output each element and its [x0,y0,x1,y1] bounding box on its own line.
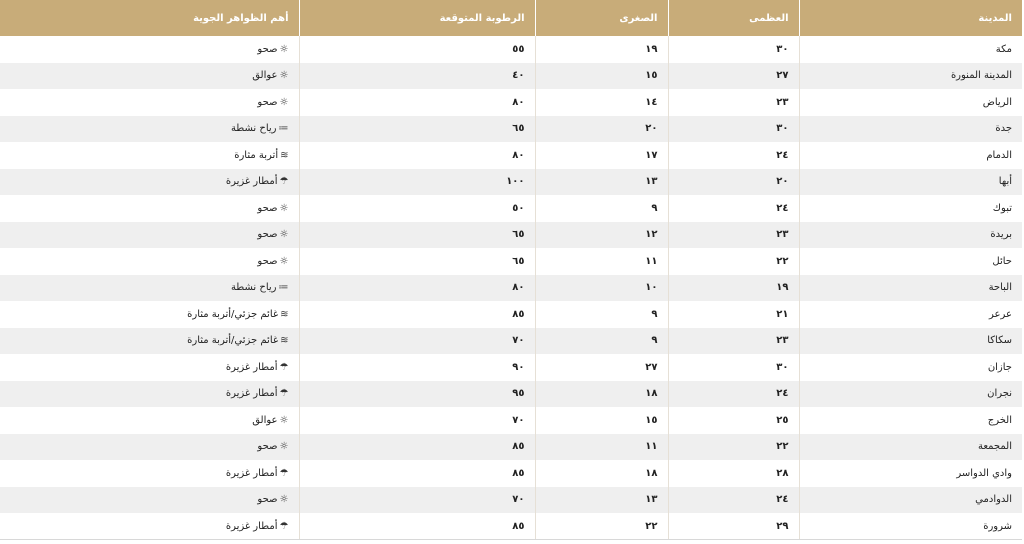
weather-label: صحو [257,96,278,108]
cell-min-temp: ١٣ [535,487,668,514]
cell-min-temp: ٢٠ [535,116,668,143]
table-row [0,381,1022,408]
cell-city: نجران [799,381,1022,408]
cell-max-temp: ٢٧ [668,63,799,90]
cell-max-temp: ٣٠ [668,116,799,143]
cell-humidity: ٨٥ [299,434,535,461]
table-row [0,222,1022,249]
cell-min-temp: ١٨ [535,381,668,408]
cell-max-temp: ٢٢ [668,248,799,275]
cell-humidity: ٧٠ [299,328,535,355]
cell-city: أبها [799,169,1022,196]
cell-humidity: ٦٥ [299,222,535,249]
cell-max-temp: ٢٣ [668,328,799,355]
table-row [0,248,1022,275]
dust-icon: ≋ [280,308,289,320]
cell-max-temp: ٢٤ [668,195,799,222]
header-city: المدينة [799,0,1022,36]
cell-city: جدة [799,116,1022,143]
cell-city: المدينة المنورة [799,63,1022,90]
sun-icon: ☼ [279,43,289,55]
cell-humidity: ٧٠ [299,407,535,434]
weather-label: أمطار غزيرة [225,467,278,479]
cell-min-temp: ١١ [535,434,668,461]
cell-min-temp: ٢٢ [535,513,668,540]
sun-icon: ☼ [279,255,289,267]
cell-weather [0,301,299,328]
cell-max-temp: ٢٥ [668,407,799,434]
cell-weather [0,142,299,169]
cell-city: الدوادمي [799,487,1022,514]
header-max-temp: العظمى [668,0,799,36]
cell-city: الخرج [799,407,1022,434]
cell-humidity: ٧٠ [299,487,535,514]
cell-city: جازان [799,354,1022,381]
cell-max-temp: ٣٠ [668,354,799,381]
rain-cloud-icon: ☂ [279,361,289,373]
cell-min-temp: ١١ [535,248,668,275]
cell-weather [0,434,299,461]
cell-weather [0,487,299,514]
cell-humidity: ٨٠ [299,142,535,169]
cell-city: سكاكا [799,328,1022,355]
cell-humidity: ٩٥ [299,381,535,408]
table-row [0,142,1022,169]
rain-cloud-icon: ☂ [279,176,289,188]
cell-min-temp: ٢٧ [535,354,668,381]
cell-min-temp: ١٠ [535,275,668,302]
cell-city: الدمام [799,142,1022,169]
weather-label: أمطار غزيرة [225,176,278,188]
weather-label: صحو [257,43,278,55]
weather-label: صحو [257,255,278,267]
weather-label: غائم جزئي/أتربة مثارة [187,308,279,320]
table-row [0,36,1022,63]
cell-weather [0,381,299,408]
cell-min-temp: ٩ [535,195,668,222]
dust-icon: ≋ [280,335,289,347]
cell-max-temp: ٢٤ [668,487,799,514]
cell-max-temp: ٢٢ [668,434,799,461]
cell-max-temp: ١٩ [668,275,799,302]
weather-label: أمطار غزيرة [225,361,278,373]
cell-humidity: ٥٠ [299,195,535,222]
cell-weather [0,169,299,196]
sun-icon: ☼ [279,229,289,241]
cell-city: تبوك [799,195,1022,222]
cell-city: شرورة [799,513,1022,540]
sun-icon: ☼ [279,441,289,453]
sun-icon: ☼ [279,202,289,214]
cell-humidity: ٨٥ [299,460,535,487]
weather-label: رياح نشطة [230,282,277,294]
cell-humidity: ٦٥ [299,248,535,275]
cell-humidity: ٨٥ [299,301,535,328]
cell-weather [0,407,299,434]
haze-icon: ☼ [279,70,289,82]
weather-label: عوالق [252,70,278,82]
rain-cloud-icon: ☂ [279,520,289,532]
table-row [0,63,1022,90]
table-row [0,275,1022,302]
table-row [0,116,1022,143]
cell-max-temp: ٢١ [668,301,799,328]
cell-city: بريدة [799,222,1022,249]
cell-weather [0,248,299,275]
cell-weather [0,89,299,116]
table-body [0,36,1022,540]
cell-min-temp: ١٥ [535,407,668,434]
cell-max-temp: ٢٣ [668,89,799,116]
weather-label: أتربة مثارة [234,149,279,161]
cell-humidity: ٨٠ [299,275,535,302]
cell-city: عرعر [799,301,1022,328]
weather-label: صحو [257,229,278,241]
table-row [0,434,1022,461]
cell-min-temp: ١٥ [535,63,668,90]
cell-humidity: ٦٥ [299,116,535,143]
weather-label: عوالق [252,414,278,426]
weather-label: أمطار غزيرة [225,520,278,532]
weather-label: رياح نشطة [230,123,277,135]
weather-label: صحو [257,202,278,214]
table-row [0,407,1022,434]
cell-weather [0,116,299,143]
cell-weather [0,63,299,90]
rain-cloud-icon: ☂ [279,467,289,479]
cell-max-temp: ٢٨ [668,460,799,487]
cell-weather [0,275,299,302]
weather-label: غائم جزئي/أتربة مثارة [187,335,279,347]
cell-min-temp: ١٩ [535,36,668,63]
table-row [0,354,1022,381]
cell-humidity: ٩٠ [299,354,535,381]
cell-max-temp: ٢٣ [668,222,799,249]
cell-min-temp: ١٤ [535,89,668,116]
cell-weather [0,354,299,381]
header-min-temp: الصغرى [535,0,668,36]
cell-city: الباحة [799,275,1022,302]
table-row [0,195,1022,222]
cell-max-temp: ٣٠ [668,36,799,63]
wind-icon: ≕ [278,282,289,294]
cell-weather [0,36,299,63]
cell-humidity: ٨٥ [299,513,535,540]
table-row [0,328,1022,355]
cell-max-temp: ٢٤ [668,142,799,169]
table-row [0,513,1022,540]
table-header-row [0,0,1022,36]
cell-city: الرياض [799,89,1022,116]
rain-cloud-icon: ☂ [279,388,289,400]
wind-icon: ≕ [278,123,289,135]
cell-city: مكة [799,36,1022,63]
header-weather: أهم الظواهر الجوية [0,0,299,36]
cell-humidity: ٥٥ [299,36,535,63]
cell-min-temp: ١٢ [535,222,668,249]
cell-weather [0,328,299,355]
cell-min-temp: ١٧ [535,142,668,169]
table-row [0,487,1022,514]
cell-min-temp: ٩ [535,328,668,355]
weather-label: أمطار غزيرة [225,388,278,400]
dust-icon: ≋ [280,149,289,161]
cell-city: المجمعة [799,434,1022,461]
haze-icon: ☼ [279,414,289,426]
cell-max-temp: ٢٠ [668,169,799,196]
cell-city: وادي الدواسر [799,460,1022,487]
table-row [0,460,1022,487]
cell-humidity: ١٠٠ [299,169,535,196]
cell-max-temp: ٢٤ [668,381,799,408]
weather-label: صحو [257,441,278,453]
cell-max-temp: ٢٩ [668,513,799,540]
header-humidity: الرطوبة المتوقعة [299,0,535,36]
cell-min-temp: ١٣ [535,169,668,196]
cell-min-temp: ٩ [535,301,668,328]
cell-min-temp: ١٨ [535,460,668,487]
sun-icon: ☼ [279,494,289,506]
weather-label: صحو [257,494,278,506]
cell-weather [0,460,299,487]
cell-weather [0,222,299,249]
cell-weather [0,513,299,540]
table-row [0,89,1022,116]
cell-humidity: ٤٠ [299,63,535,90]
cell-weather [0,195,299,222]
cell-humidity: ٨٠ [299,89,535,116]
table-row [0,301,1022,328]
table-row [0,169,1022,196]
sun-icon: ☼ [279,96,289,108]
cell-city: حائل [799,248,1022,275]
